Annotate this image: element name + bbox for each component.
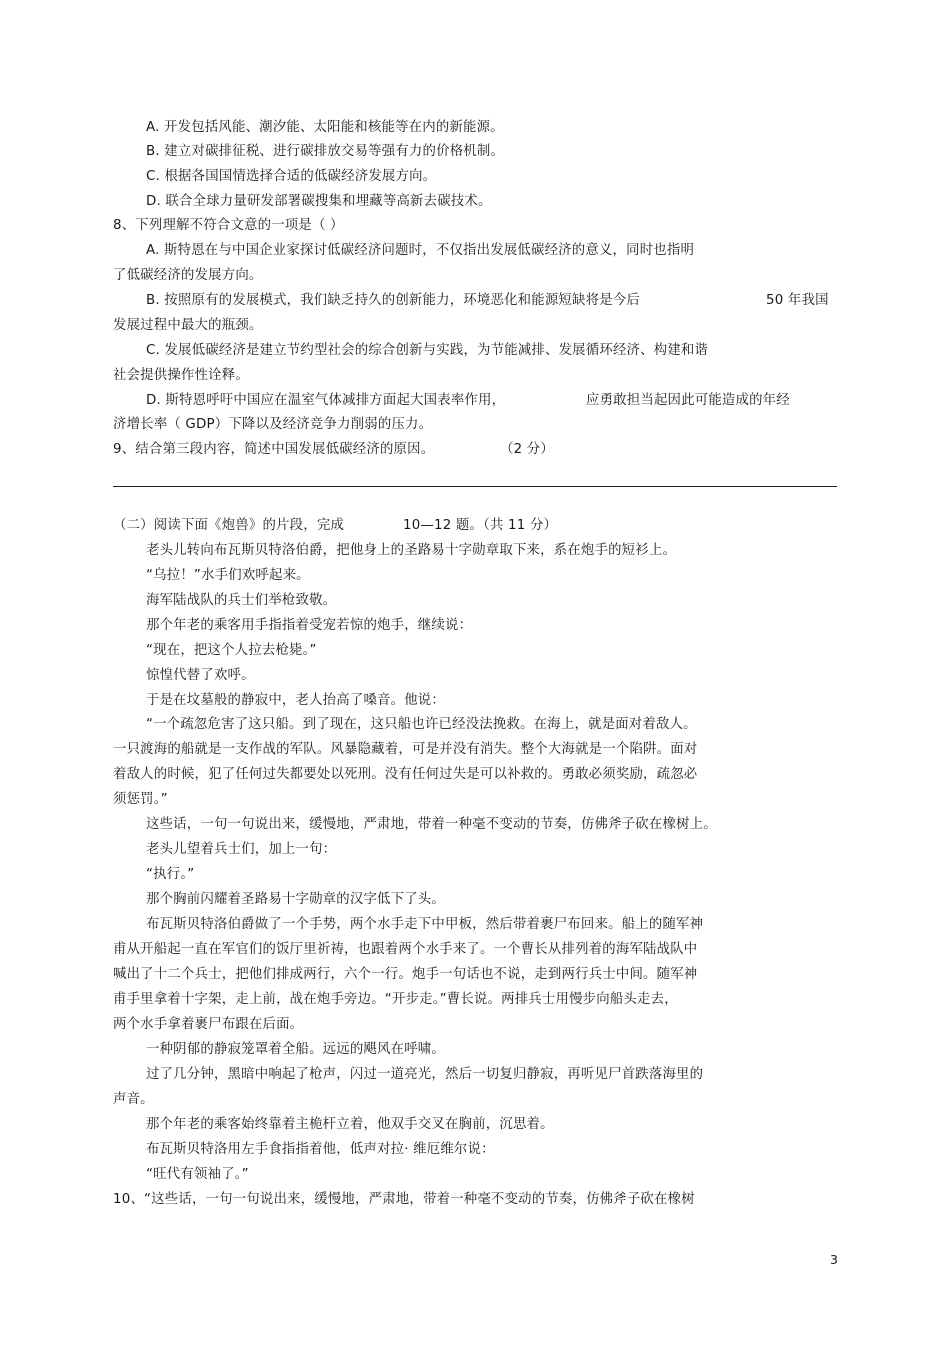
page-number: 3 [830, 1252, 838, 1267]
answer-line [113, 486, 837, 487]
q8-option-d-line1b: 应勇敢担当起因此可能造成的年经 [586, 393, 790, 408]
q9-score: （2 分） [500, 442, 554, 457]
passage-line: 这些话，一句一句说出来，缓慢地，严肃地，带着一种毫不变动的节奏，仿佛斧子砍在橡树上。 [146, 817, 717, 832]
passage-line: 甫从开船起一直在军官们的饭厅里祈祷，也跟着两个水手来了。一个曹长从排列着的海军陆战队中 [113, 942, 698, 957]
passage-line: 一只渡海的船就是一支作战的军队。风暴隐藏着，可是并没有消失。整个大海就是一个陷阱。面对 [113, 742, 698, 757]
passage-line: 布瓦斯贝特洛伯爵做了一个手势，两个水手走下中甲板，然后带着裹尸布回来。船上的随军神 [146, 917, 704, 932]
q8-option-a-line1: A. 斯特恩在与中国企业家探讨低碳经济问题时，不仅指出发展低碳经济的意义，同时也指明 [146, 243, 695, 258]
passage-line: 过了几分钟，黑暗中响起了枪声，闪过一道亮光，然后一切复归静寂，再听见尸首跌落海里的 [146, 1067, 704, 1082]
q8-option-c-line1: C. 发展低碳经济是建立节约型社会的综合创新与实践，为节能减排、发展循环经济、构建和谐 [146, 343, 709, 358]
q8-option-c-line2: 社会提供操作性诠释。 [113, 368, 249, 383]
q10-stem: 10、“这些话，一句一句说出来，缓慢地，严肃地，带着一种毫不变动的节奏，仿佛斧子砍在橡树 [113, 1192, 695, 1207]
q7-option-c: C. 根据各国国情选择合适的低碳经济发展方向。 [146, 169, 437, 184]
passage-line: 甫手里拿着十字架，走上前，战在炮手旁边。“开步走。”曹长说。两排兵士用慢步向船头走去， [113, 992, 678, 1007]
section2-range: 10—12 题。（共 11 分） [403, 518, 558, 533]
passage-line: 惊惶代替了欢呼。 [146, 668, 255, 683]
q8-stem: 8、下列理解不符合文意的一项是（ ） [113, 218, 344, 233]
passage-line: “现在，把这个人拉去枪毙。” [146, 643, 317, 658]
q8-option-a-line2: 了低碳经济的发展方向。 [113, 268, 263, 283]
passage-line: 布瓦斯贝特洛用左手食指指着他，低声对拉· 维厄维尔说： [146, 1142, 495, 1157]
passage-line: “乌拉！”水手们欢呼起来。 [146, 568, 310, 583]
q7-option-b: B. 建立对碳排征税、进行碳排放交易等强有力的价格机制。 [146, 144, 505, 159]
passage-line: 须惩罚。” [113, 792, 168, 807]
passage-line: 着敌人的时候，犯了任何过失都要处以死刑。没有任何过失是可以补救的。勇敢必须奖励，疏忽必 [113, 767, 698, 782]
passage-line: 喊出了十二个兵士，把他们排成两行，六个一行。炮手一句话也不说，走到两行兵士中间。随军神 [113, 967, 698, 982]
section2-heading: （二）阅读下面《炮兽》的片段，完成 [113, 518, 345, 533]
passage-line: “执行。” [146, 867, 195, 882]
passage-line: 老头儿望着兵士们，加上一句： [146, 842, 337, 857]
q7-option-a: A. 开发包括风能、潮汐能、太阳能和核能等在内的新能源。 [146, 120, 504, 135]
passage-line: “旺代有领袖了。” [146, 1167, 249, 1182]
q7-option-d: D. 联合全球力量研发部署碳搜集和埋藏等高新去碳技术。 [146, 194, 492, 209]
q8-option-b-line2: 发展过程中最大的瓶颈。 [113, 318, 263, 333]
q8-option-d-line2: 济增长率（ GDP）下降以及经济竞争力削弱的压力。 [113, 417, 433, 432]
passage-line: “一个疏忽危害了这只船。到了现在，这只船也许已经没法挽救。在海上，就是面对着敌人。 [146, 717, 697, 732]
passage-line: 一种阴郁的静寂笼罩着全船。远远的飓风在呼啸。 [146, 1042, 445, 1057]
q9-stem: 9、结合第三段内容，简述中国发展低碳经济的原因。 [113, 442, 435, 457]
passage-line: 那个年老的乘客始终靠着主桅杆立着，他双手交叉在胸前，沉思着。 [146, 1117, 554, 1132]
passage-line: 于是在坟墓般的静寂中，老人抬高了嗓音。他说： [146, 693, 445, 708]
passage-line: 那个年老的乘客用手指指着受宠若惊的炮手，继续说： [146, 618, 473, 633]
q8-option-b-year: 50 年我国 [766, 293, 829, 308]
passage-line: 老头儿转向布瓦斯贝特洛伯爵，把他身上的圣路易十字勋章取下来，系在炮手的短衫上。 [146, 543, 677, 558]
passage-line: 声音。 [113, 1092, 154, 1107]
passage-line: 那个胸前闪耀着圣路易十字勋章的汉字低下了头。 [146, 892, 445, 907]
q8-option-b-line1: B. 按照原有的发展模式，我们缺乏持久的创新能力，环境恶化和能源短缺将是今后 [146, 293, 640, 308]
passage-line: 两个水手拿着裹尸布跟在后面。 [113, 1017, 304, 1032]
q8-option-d-line1: D. 斯特恩呼吁中国应在温室气体减排方面起大国表率作用， [146, 393, 506, 408]
passage-line: 海军陆战队的兵士们举枪致敬。 [146, 593, 337, 608]
